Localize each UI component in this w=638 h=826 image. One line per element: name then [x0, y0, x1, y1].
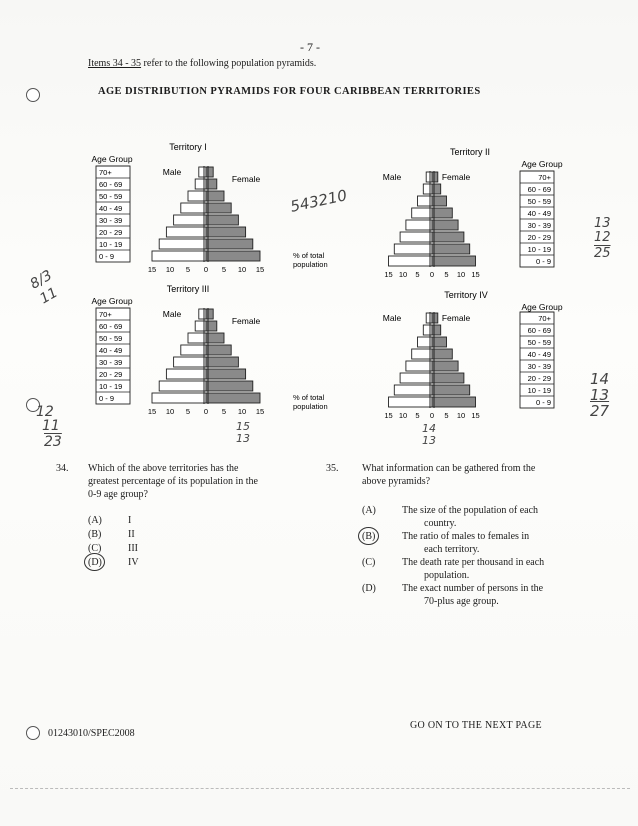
age-group-tick: 60 - 69 — [527, 326, 551, 335]
handwritten-note: 11 — [42, 418, 60, 434]
age-group-tick: 40 - 49 — [527, 350, 551, 359]
axis-tick-label: 15 — [147, 407, 157, 416]
handwritten-note: 543210 — [288, 186, 349, 216]
axis-label: population — [293, 402, 328, 411]
question-35-line: above pyramids? — [362, 476, 431, 487]
female-bar — [206, 333, 224, 343]
age-group-tick: 30 - 39 — [527, 221, 551, 230]
chart-title: Territory III — [166, 284, 210, 294]
male-bar — [400, 232, 432, 242]
handwritten-note: 27 — [590, 402, 610, 420]
age-group-tick: 60 - 69 — [527, 185, 551, 194]
female-bar — [206, 191, 224, 201]
axis-tick-label: 5 — [185, 407, 191, 416]
age-group-tick: 20 - 29 — [99, 370, 123, 379]
q34-option-a-text: I — [128, 515, 132, 526]
axis-tick-label: 10 — [237, 265, 247, 274]
male-bar — [166, 227, 206, 237]
q35-answer-circle — [358, 527, 379, 545]
age-group-tick: 40 - 49 — [99, 204, 123, 213]
axis-tick-label: 5 — [444, 411, 449, 420]
q35-option-a-line: The size of the population of each — [402, 505, 539, 516]
q34-option-b-letter: (B) — [88, 529, 102, 540]
female-bar — [432, 220, 458, 230]
female-bar — [432, 172, 438, 182]
age-group-tick: 50 - 59 — [527, 338, 551, 347]
male-bar — [394, 385, 432, 395]
page-number: - 7 - — [300, 40, 320, 54]
age-group-tick: 0 - 9 — [99, 394, 115, 403]
male-bar — [159, 381, 206, 391]
axis-tick-label: 0 — [429, 411, 435, 420]
pyramid-svg — [88, 282, 328, 417]
handwritten-note: 13 — [422, 434, 436, 447]
male-bar — [423, 325, 432, 335]
axis-label: % of total — [293, 251, 325, 260]
female-bar — [206, 309, 213, 319]
question-35-number: 35. — [326, 463, 339, 474]
q35-option-b-letter: (B) — [362, 531, 376, 542]
female-bar — [432, 385, 470, 395]
chart-title: Territory II — [449, 147, 491, 157]
q35-option-d-text — [402, 582, 543, 608]
age-group-label: Age Group — [521, 159, 563, 169]
female-bar — [432, 313, 438, 323]
q34-option-c-text: III — [128, 543, 138, 554]
age-group-tick: 10 - 19 — [99, 382, 123, 391]
q34-option-d-letter: (D) — [88, 557, 102, 568]
q34-answer-circle — [84, 553, 105, 571]
pyramid-territory-2 — [370, 145, 570, 280]
items-intro-text: refer to the following population pyramids. — [141, 58, 317, 69]
male-bar — [152, 251, 206, 261]
q34-option-b[interactable] — [88, 528, 135, 541]
q35-option-c-text — [402, 556, 544, 582]
q34-option-c-letter: (C) — [88, 543, 102, 554]
male-bar — [181, 203, 206, 213]
female-bar — [206, 239, 253, 249]
male-bar — [426, 313, 432, 323]
male-bar — [423, 184, 432, 194]
male-bar — [400, 373, 432, 383]
axis-tick-label: 5 — [415, 270, 420, 279]
question-34-line: 0-9 age group? — [88, 489, 148, 500]
age-group-tick: 70+ — [99, 168, 112, 177]
q34-option-a-letter: (A) — [88, 515, 102, 526]
male-bar — [389, 397, 433, 407]
male-bar — [159, 239, 206, 249]
age-group-tick: 40 - 49 — [99, 346, 123, 355]
age-group-tick: 40 - 49 — [527, 209, 551, 218]
handwritten-note: 8/3 — [27, 267, 56, 293]
q35-option-a-letter: (A) — [362, 505, 376, 516]
male-bar — [389, 256, 433, 266]
question-34-stem — [88, 462, 308, 501]
q35-option-c-line: The death rate per thousand in each — [402, 557, 545, 568]
female-bar — [206, 393, 260, 403]
female-bar — [432, 256, 476, 266]
female-bar — [432, 232, 464, 242]
q35-option-b-line: each territory. — [424, 544, 480, 555]
pyramid-svg — [370, 288, 570, 418]
female-bar — [432, 373, 464, 383]
female-bar — [432, 397, 476, 407]
female-bar — [432, 325, 441, 335]
axis-tick-label: 10 — [398, 411, 408, 420]
axis-tick-label: 10 — [165, 265, 175, 274]
items-intro — [88, 58, 316, 69]
female-bar — [206, 381, 253, 391]
male-bar — [412, 208, 432, 218]
male-bar — [406, 220, 432, 230]
age-group-tick: 60 - 69 — [99, 180, 123, 189]
chart-title: Territory IV — [444, 290, 488, 300]
axis-tick-label: 0 — [429, 270, 435, 279]
age-group-tick: 70+ — [538, 173, 551, 182]
q35-option-b-line: The ratio of males to females in — [402, 531, 530, 542]
axis-tick-label: 10 — [456, 411, 466, 420]
pyramid-svg — [370, 145, 570, 280]
chart-title: Territory I — [169, 142, 207, 152]
axis-tick-label: 15 — [471, 270, 480, 279]
handwritten-note: 11 — [37, 284, 61, 308]
q35-option-b-text — [402, 530, 529, 556]
q35-option-c-letter: (C) — [362, 557, 376, 568]
axis-tick-label: 15 — [147, 265, 157, 274]
age-group-tick: 20 - 29 — [527, 233, 551, 242]
female-bar — [206, 167, 213, 177]
pyramid-territory-3 — [88, 282, 328, 417]
male-bar — [166, 369, 206, 379]
male-bar — [426, 172, 432, 182]
age-group-tick: 10 - 19 — [527, 245, 551, 254]
q35-option-d[interactable] — [362, 582, 612, 607]
axis-label: population — [293, 260, 328, 269]
female-label: Female — [441, 313, 471, 323]
question-34-number: 34. — [56, 463, 69, 474]
female-bar — [206, 227, 246, 237]
handwritten-note: 23 — [44, 434, 62, 450]
age-group-tick: 10 - 19 — [99, 240, 123, 249]
axis-tick-label: 0 — [203, 407, 209, 416]
axis-tick-label: 10 — [456, 270, 466, 279]
female-bar — [206, 203, 231, 213]
axis-tick-label: 10 — [237, 407, 247, 416]
axis-tick-label: 15 — [471, 411, 480, 420]
axis-tick-label: 15 — [255, 265, 265, 274]
question-35-line: What information can be gathered from the — [362, 463, 536, 474]
axis-tick-label: 15 — [255, 407, 265, 416]
female-bar — [432, 361, 458, 371]
age-group-label: Age Group — [521, 302, 563, 312]
female-bar — [206, 251, 260, 261]
handwritten-note: 12 — [36, 404, 54, 420]
female-bar — [206, 215, 238, 225]
axis-tick-label: 10 — [165, 407, 175, 416]
age-group-tick: 20 - 29 — [527, 374, 551, 383]
q34-option-b-text: II — [128, 529, 135, 540]
female-bar — [432, 184, 441, 194]
axis-tick-label: 15 — [384, 270, 393, 279]
age-group-tick: 20 - 29 — [99, 228, 123, 237]
q35-option-a-text — [402, 504, 538, 530]
question-35-stem — [362, 462, 602, 488]
female-bar — [206, 357, 238, 367]
male-label: Male — [382, 313, 402, 323]
age-group-tick: 60 - 69 — [99, 322, 123, 331]
male-bar — [412, 349, 432, 359]
handwritten-note: 13 — [590, 386, 610, 404]
axis-tick-label: 5 — [221, 407, 227, 416]
axis-tick-label: 10 — [398, 270, 408, 279]
axis-label: % of total — [293, 393, 325, 402]
q35-option-d-line: 70-plus age group. — [424, 596, 499, 607]
handwritten-note: 13 — [236, 432, 250, 445]
handwritten-note: 14 — [422, 422, 436, 435]
female-bar — [432, 208, 452, 218]
items-reference: Items 34 - 35 — [88, 58, 142, 69]
female-bar — [432, 349, 452, 359]
male-label: Male — [162, 167, 182, 177]
age-group-tick: 50 - 59 — [99, 192, 123, 201]
age-group-tick: 30 - 39 — [527, 362, 551, 371]
question-34-line: Which of the above territories has the — [88, 463, 239, 474]
age-group-tick: 50 - 59 — [527, 197, 551, 206]
female-bar — [432, 244, 470, 254]
age-group-tick: 70+ — [538, 314, 551, 323]
punch-hole-top — [26, 88, 40, 102]
age-group-tick: 10 - 19 — [527, 386, 551, 395]
male-label: Male — [382, 172, 402, 182]
axis-tick-label: 0 — [203, 265, 209, 274]
male-bar — [188, 191, 206, 201]
female-label: Female — [231, 316, 261, 326]
handwritten-note: 12 — [594, 230, 611, 245]
male-label: Male — [162, 309, 182, 319]
q35-option-c-line: population. — [424, 570, 470, 581]
age-group-tick: 70+ — [99, 310, 112, 319]
paper-code: 01243010/SPEC2008 — [48, 728, 135, 739]
q35-option-a[interactable] — [362, 504, 612, 529]
age-group-tick: 30 - 39 — [99, 358, 123, 367]
male-bar — [181, 345, 206, 355]
q35-option-a-line: country. — [424, 518, 457, 529]
go-on-next-page: GO ON TO THE NEXT PAGE — [410, 720, 542, 731]
q35-option-d-letter: (D) — [362, 583, 376, 594]
pyramid-territory-4 — [370, 288, 570, 418]
handwritten-note: 13 — [594, 216, 611, 231]
male-bar — [188, 333, 206, 343]
handwritten-note: 14 — [590, 370, 610, 388]
age-group-label: Age Group — [91, 296, 133, 306]
handwritten-note: 15 — [236, 420, 250, 433]
female-bar — [206, 345, 231, 355]
age-group-tick: 0 - 9 — [535, 398, 551, 407]
axis-tick-label: 15 — [384, 411, 393, 420]
male-bar — [394, 244, 432, 254]
q35-option-d-line: The exact number of persons in the — [402, 583, 544, 594]
age-group-label: Age Group — [91, 154, 133, 164]
female-label: Female — [231, 174, 261, 184]
male-bar — [406, 361, 432, 371]
section-heading: AGE DISTRIBUTION PYRAMIDS FOR FOUR CARIBBEAN TERRITORIES — [98, 86, 481, 97]
axis-tick-label: 5 — [444, 270, 449, 279]
female-label: Female — [441, 172, 471, 182]
handwritten-note: 25 — [594, 246, 611, 261]
age-group-tick: 30 - 39 — [99, 216, 123, 225]
bottom-rule — [10, 788, 630, 789]
axis-tick-label: 5 — [415, 411, 420, 420]
q35-option-c[interactable] — [362, 556, 612, 581]
question-34-line: greatest percentage of its population in the — [88, 476, 258, 487]
age-group-tick: 0 - 9 — [99, 252, 115, 261]
age-group-tick: 0 - 9 — [535, 257, 551, 266]
age-group-tick: 50 - 59 — [99, 334, 123, 343]
male-bar — [199, 309, 206, 319]
axis-tick-label: 5 — [221, 265, 227, 274]
q34-option-d-text: IV — [128, 557, 139, 568]
q35-option-b[interactable] — [362, 530, 612, 555]
male-bar — [174, 357, 206, 367]
male-bar — [152, 393, 206, 403]
punch-hole-bottom — [26, 726, 40, 740]
male-bar — [174, 215, 206, 225]
male-bar — [199, 167, 206, 177]
q34-option-a[interactable] — [88, 514, 132, 527]
female-bar — [206, 369, 246, 379]
axis-tick-label: 5 — [185, 265, 191, 274]
